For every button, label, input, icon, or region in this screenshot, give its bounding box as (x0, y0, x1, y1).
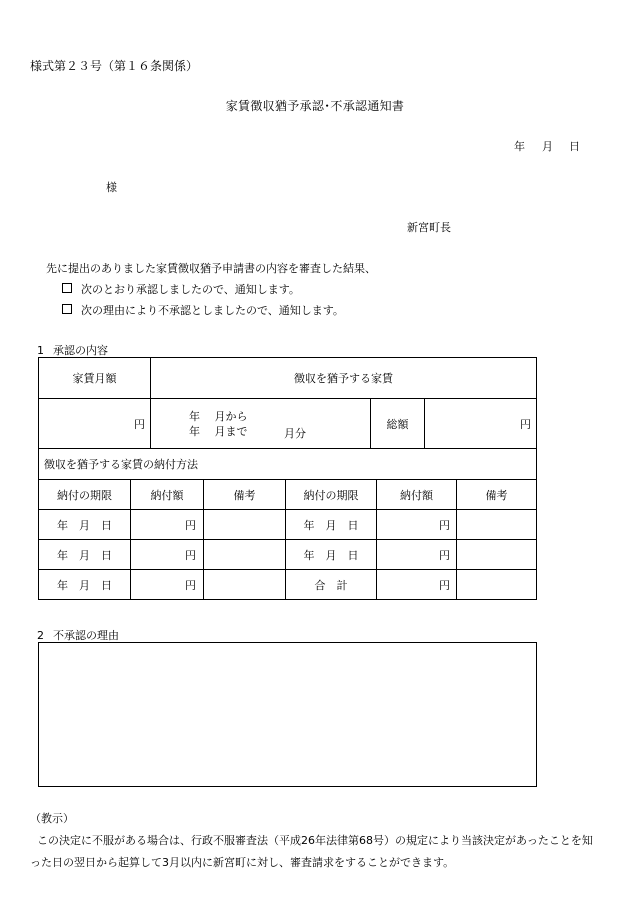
date-year: 年 (514, 140, 525, 153)
due-date-cell: 年 月 日 (286, 540, 377, 570)
checkbox-icon (62, 304, 72, 314)
section-1-number: 1 (37, 344, 44, 357)
rejection-reason-box (38, 642, 537, 787)
amount-cell: 円 (377, 540, 457, 570)
date-day: 日 (569, 140, 580, 153)
header-amount: 納付額 (131, 480, 204, 510)
payment-table (38, 479, 537, 600)
remarks-cell (457, 510, 537, 540)
section-1-heading (37, 342, 108, 358)
total-label: 合 計 (286, 570, 377, 600)
notice-line-1: この決定に不服がある場合は、行政不服審査法（平成26年法律第68号）の規定により当該決定があったことを知 (37, 834, 593, 847)
header-remarks: 備考 (204, 480, 286, 510)
amount-cell: 円 (377, 510, 457, 540)
section-2-number: 2 (37, 629, 44, 642)
section-1-title: 承認の内容 (53, 344, 108, 357)
remarks-cell (204, 570, 286, 600)
document-title: 家賃徴収猶予承認･不承認通知書 (225, 99, 405, 113)
deferred-rent-header: 徴収を猶予する家賃 (151, 358, 537, 399)
option-reject-label: 次の理由により不承認としましたので、通知します。 (81, 304, 344, 317)
remarks-cell (457, 540, 537, 570)
due-date-cell: 年 月 日 (286, 510, 377, 540)
period-until: 年 月まで (189, 425, 248, 438)
intro-text: 先に提出のありました家賃徴収猶予申請書の内容を審査した結果、 (46, 262, 376, 275)
notice-heading: （教示） (30, 812, 74, 825)
payment-method-header: 徴収を猶予する家賃の納付方法 (39, 449, 537, 480)
period-months: 月分 (284, 427, 306, 440)
header-remarks: 備考 (457, 480, 537, 510)
table-row (39, 510, 537, 540)
date-month: 月 (542, 140, 553, 153)
amount-cell: 円 (131, 510, 204, 540)
table-row (39, 570, 537, 600)
recipient-suffix: 様 (106, 181, 117, 194)
table-row (39, 540, 537, 570)
due-date-cell: 年 月 日 (39, 510, 131, 540)
total-amount-cell: 円 (377, 570, 457, 600)
total-label: 総額 (371, 399, 425, 449)
option-reject (62, 302, 344, 318)
notice-line-2: った日の翌日から起算して3月以内に新宮町に対し、審査請求をすることができます。 (30, 856, 455, 869)
period-from: 年 月から (189, 410, 248, 423)
due-date-cell: 年 月 日 (39, 540, 131, 570)
rent-monthly-header: 家賃月額 (39, 358, 151, 399)
header-due-date: 納付の期限 (39, 480, 131, 510)
deferred-period-cell (151, 399, 371, 449)
checkbox-icon (62, 283, 72, 293)
remarks-cell (204, 540, 286, 570)
option-approve-label: 次のとおり承認しましたので、通知します。 (81, 283, 300, 296)
remarks-cell (204, 510, 286, 540)
due-date-cell: 年 月 日 (39, 570, 131, 600)
section-2-title: 不承認の理由 (53, 629, 119, 642)
amount-cell: 円 (131, 570, 204, 600)
issuer: 新宮町長 (407, 221, 451, 234)
total-yen: 円 (425, 399, 537, 449)
header-amount: 納付額 (377, 480, 457, 510)
amount-cell: 円 (131, 540, 204, 570)
rent-monthly-yen: 円 (39, 399, 151, 449)
approval-table (38, 357, 537, 480)
section-2-heading (37, 627, 119, 643)
option-approve (62, 281, 300, 297)
header-due-date: 納付の期限 (286, 480, 377, 510)
remarks-cell (457, 570, 537, 600)
form-number: 様式第２３号（第１６条関係） (30, 59, 199, 73)
